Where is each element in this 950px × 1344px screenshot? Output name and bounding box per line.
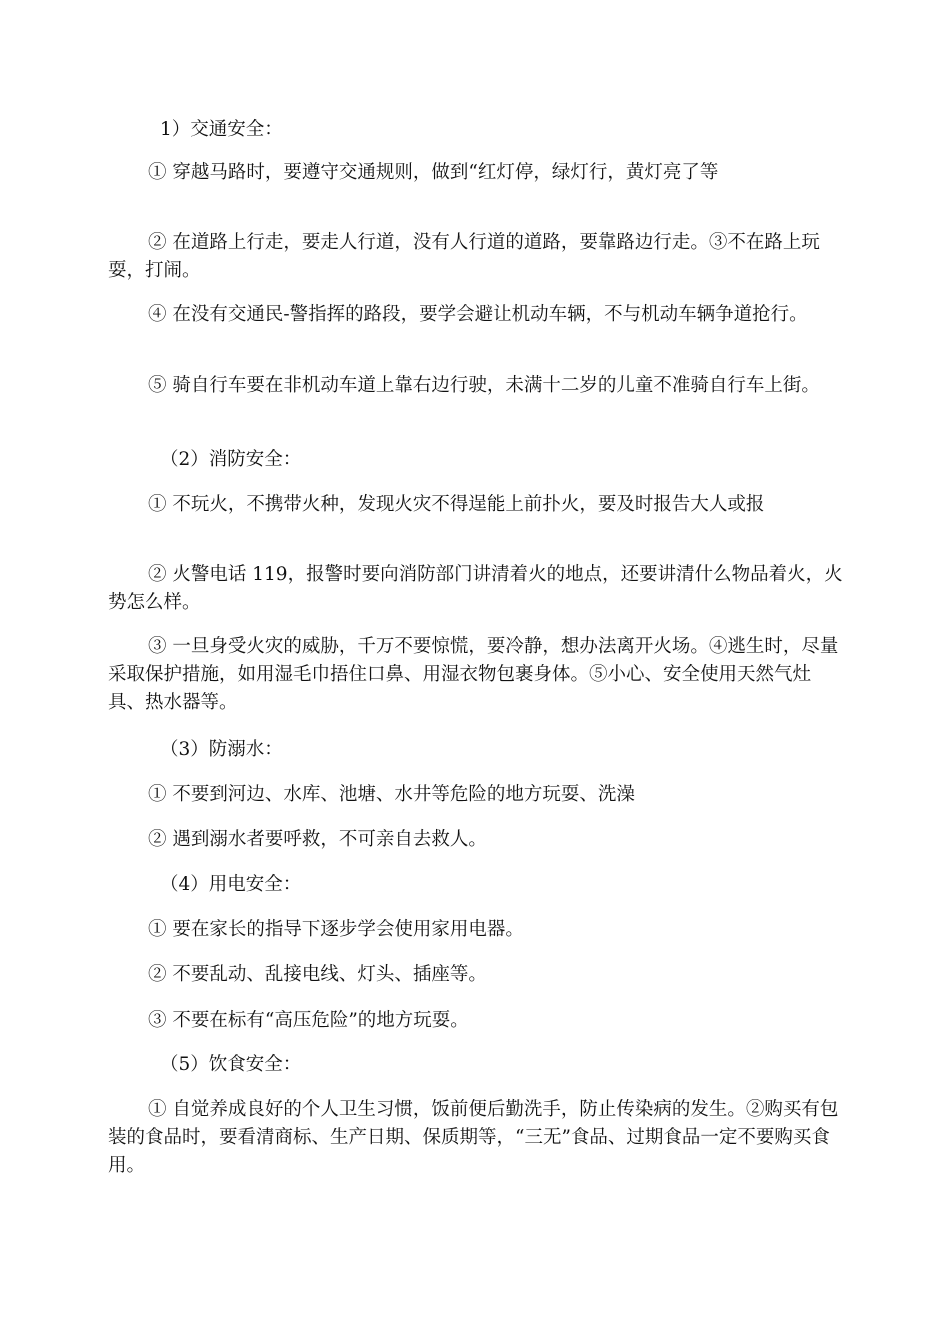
paragraph-fire-1: ① 不玩火，不携带火种，发现火灾不得逞能上前扑火，要及时报告大人或报 (148, 494, 765, 515)
paragraph-traffic-3: ④ 在没有交通民-警指挥的路段，要学会避让机动车辆，不与机动车辆争道抢行。 (148, 304, 808, 325)
section-heading-electric: （4）用电安全： (160, 874, 302, 895)
section-heading-drowning: （3）防溺水： (160, 739, 283, 760)
paragraph-food-1: ① 自觉养成良好的个人卫生习惯，饭前便后勤洗手，防止传染病的发生。②购买有包装的食品时，要看清商标、生产日期、保质期等，“三无”食品、过期食品一定不要购买食用。 (108, 1099, 839, 1176)
paragraph-traffic-2: ② 在道路上行走，要走人行道，没有人行道的道路，要靠路边行走。③不在路上玩耍，打闹。 (108, 232, 820, 281)
paragraph-electric-1: ① 要在家长的指导下逐步学会使用家用电器。 (148, 919, 524, 940)
paragraph-drowning-1: ① 不要到河边、水库、池塘、水井等危险的地方玩耍、洗澡 (148, 784, 635, 805)
paragraph-electric-2: ② 不要乱动、乱接电线、灯头、插座等。 (148, 964, 487, 985)
paragraph-fire-3: ③ 一旦身受火灾的威胁，千万不要惊慌，要冷静，想办法离开火场。④逃生时，尽量采取保护措施，如用湿毛巾捂住口鼻、用湿衣物包裹身体。⑤小心、安全使用天然气灶具、热水器等。 (108, 636, 839, 713)
section-heading-fire: （2）消防安全： (160, 449, 302, 470)
paragraph-fire-2: ② 火警电话 119，报警时要向消防部门讲清着火的地点，还要讲清什么物品着火，火势怎么样。 (108, 564, 843, 613)
paragraph-electric-3: ③ 不要在标有“高压危险”的地方玩耍。 (148, 1010, 469, 1031)
paragraph-traffic-4: ⑤ 骑自行车要在非机动车道上靠右边行驶，未满十二岁的儿童不准骑自行车上街。 (148, 375, 820, 396)
section-heading-food: （5）饮食安全： (160, 1054, 302, 1075)
paragraph-traffic-1: ① 穿越马路时，要遵守交通规则，做到“红灯停，绿灯行，黄灯亮了等 (148, 162, 719, 183)
section-heading-traffic: 1）交通安全： (160, 119, 283, 140)
paragraph-drowning-2: ② 遇到溺水者要呼救，不可亲自去救人。 (148, 829, 487, 850)
